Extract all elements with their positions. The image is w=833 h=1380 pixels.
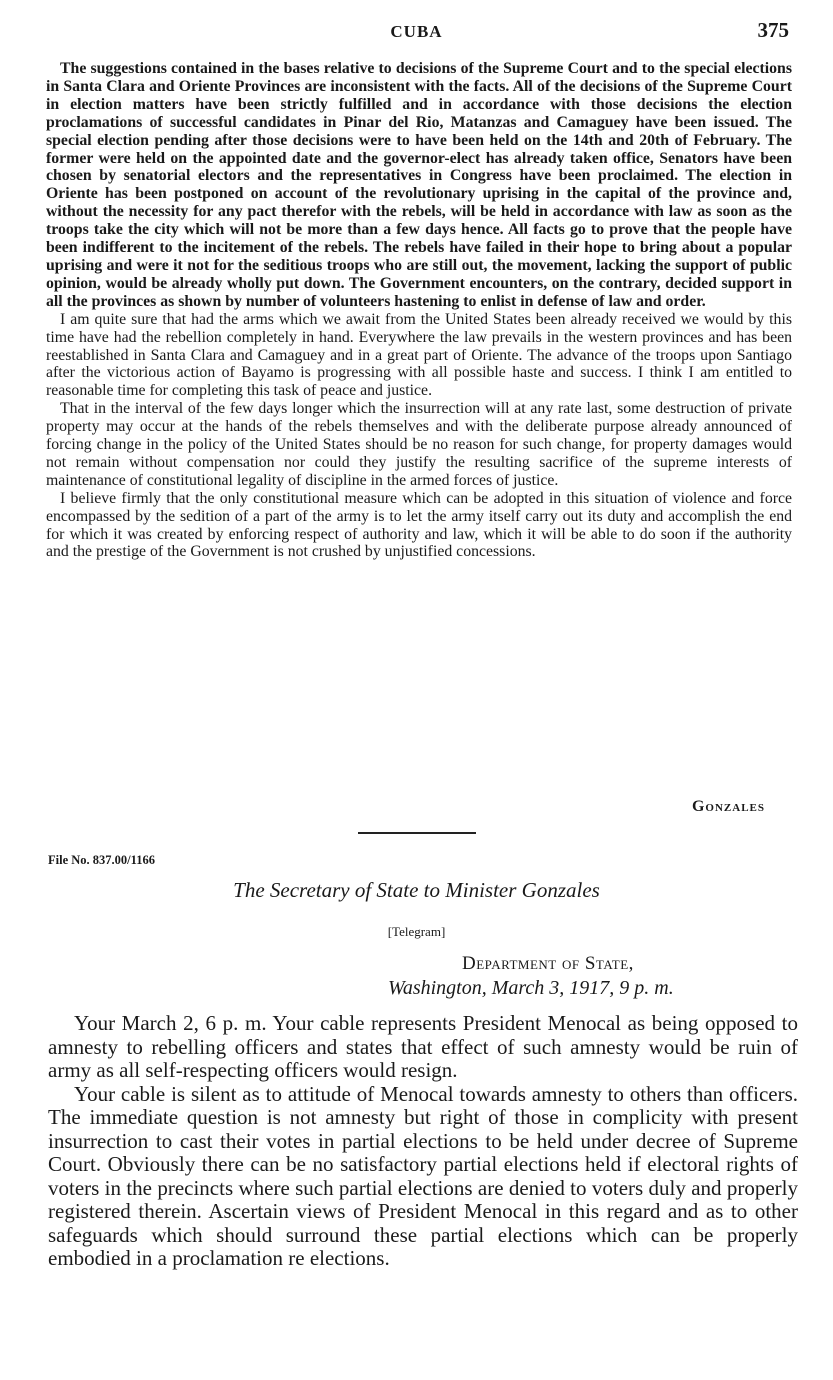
dateline-department: Department of State,: [462, 953, 634, 974]
report-body: [46, 60, 792, 561]
body-paragraph: The suggestions contained in the bases relative to decisions of the Supreme Court and to the special elections in Santa Clara and Oriente Provinces are inconsistent with the facts. All of the decisions of the Supreme Court in election matters have been strictly fulfilled and in accordance with those decisions the election proclamations of successful candidates in Pinar del Rio, Matanzas and Camaguey have been issued. The special election pending after those decisions were to have been held on the 14th and 20th of February. The former were held on the appointed date and the governor-elect has already taken office, Senators have been chosen by senatorial electors and the representatives in Congress have been proclaimed. The election in Oriente has been postponed on account of the revolutionary uprising in the capital of the province and, without the necessity for any pact therefor with the rebels, will be held in accordance with law as soon as the troops take the city which will not be more than a few days hence. All facts go to prove that the people have been indifferent to the incitement of the rebels. The rebels have failed in their hope to bring about a popular uprising and were it not for the seditious troops who are still out, the movement, lacking the support of public opinion, would be already wholly put down. The Government encounters, on the contrary, decided support in all the provinces as shown by number of volunteers hastening to enlist in defense of law and order.: [46, 60, 792, 310]
document-heading: The Secretary of State to Minister Gonzales: [233, 878, 600, 902]
body-paragraph: I am quite sure that had the arms which we await from the United States been already received we would by this time have had the rebellion completely in hand. Everywhere the law prevails in the western provinces and has been reestablished in Santa Clara and Camaguey and in a great part of Oriente. The advance of the troops upon Santiago after the victorious action of Bayamo is progressing with all possible haste and success. I think I am entitled to reasonable time for completing this task of peace and justice.: [46, 310, 792, 400]
running-head: [0, 18, 833, 46]
section-divider: [358, 832, 476, 834]
body-paragraph: That in the interval of the few days longer which the insurrection will at any rate last, some destruction of private property may occur at the hands of the rebels themselves and with the deliberate purpose already announced of forcing change in the policy of the United States should be no reason for such change, for property damages would not remain without compensation nor could they justify the resulting sacrifice of the supreme interests of maintenance of constitutional legality of discipline in the armed forces of justice.: [46, 400, 792, 489]
telegram-body: [48, 1012, 798, 1271]
document-type: [Telegram]: [387, 924, 446, 939]
telegram-paragraph: Your March 2, 6 p. m. Your cable represents President Menocal as being opposed to amnesty to rebelling officers and states that effect of such amnesty would be ruin of army as all self-respecting officers would resign.: [48, 1011, 798, 1082]
page-number: 375: [757, 18, 789, 42]
dateline-place-date: Washington, March 3, 1917, 9 p. m.: [388, 977, 674, 999]
telegram-paragraph: Your cable is silent as to attitude of Menocal towards amnesty to others than officers. The immediate question is not amnesty but right of those in complicity with present insurrection to cast their votes in partial elections to be held under decree of Supreme Court. Obviously there can be no satisfactory partial elections held if electoral rights of voters in the precincts where such partial elections are denied to voters duly and properly registered therein. Ascertain views of President Menocal in this regard and as to other safeguards which should surround these partial elections which can be properly embodied in a proclamation re elections.: [48, 1081, 798, 1270]
signature: Gonzales: [691, 798, 765, 815]
file-number: File No. 837.00/1166: [48, 853, 155, 867]
body-paragraph: I believe firmly that the only constitutional measure which can be adopted in this situation of violence and force encompassed by the sedition of a part of the army is to let the army itself carry out its duty and accomplish the end for which it was created by enforcing respect of authority and law, which it will be able to do soon if the authority and the prestige of the Government is not crushed by unjustified concessions.: [46, 489, 792, 561]
running-title: CUBA: [390, 22, 443, 41]
